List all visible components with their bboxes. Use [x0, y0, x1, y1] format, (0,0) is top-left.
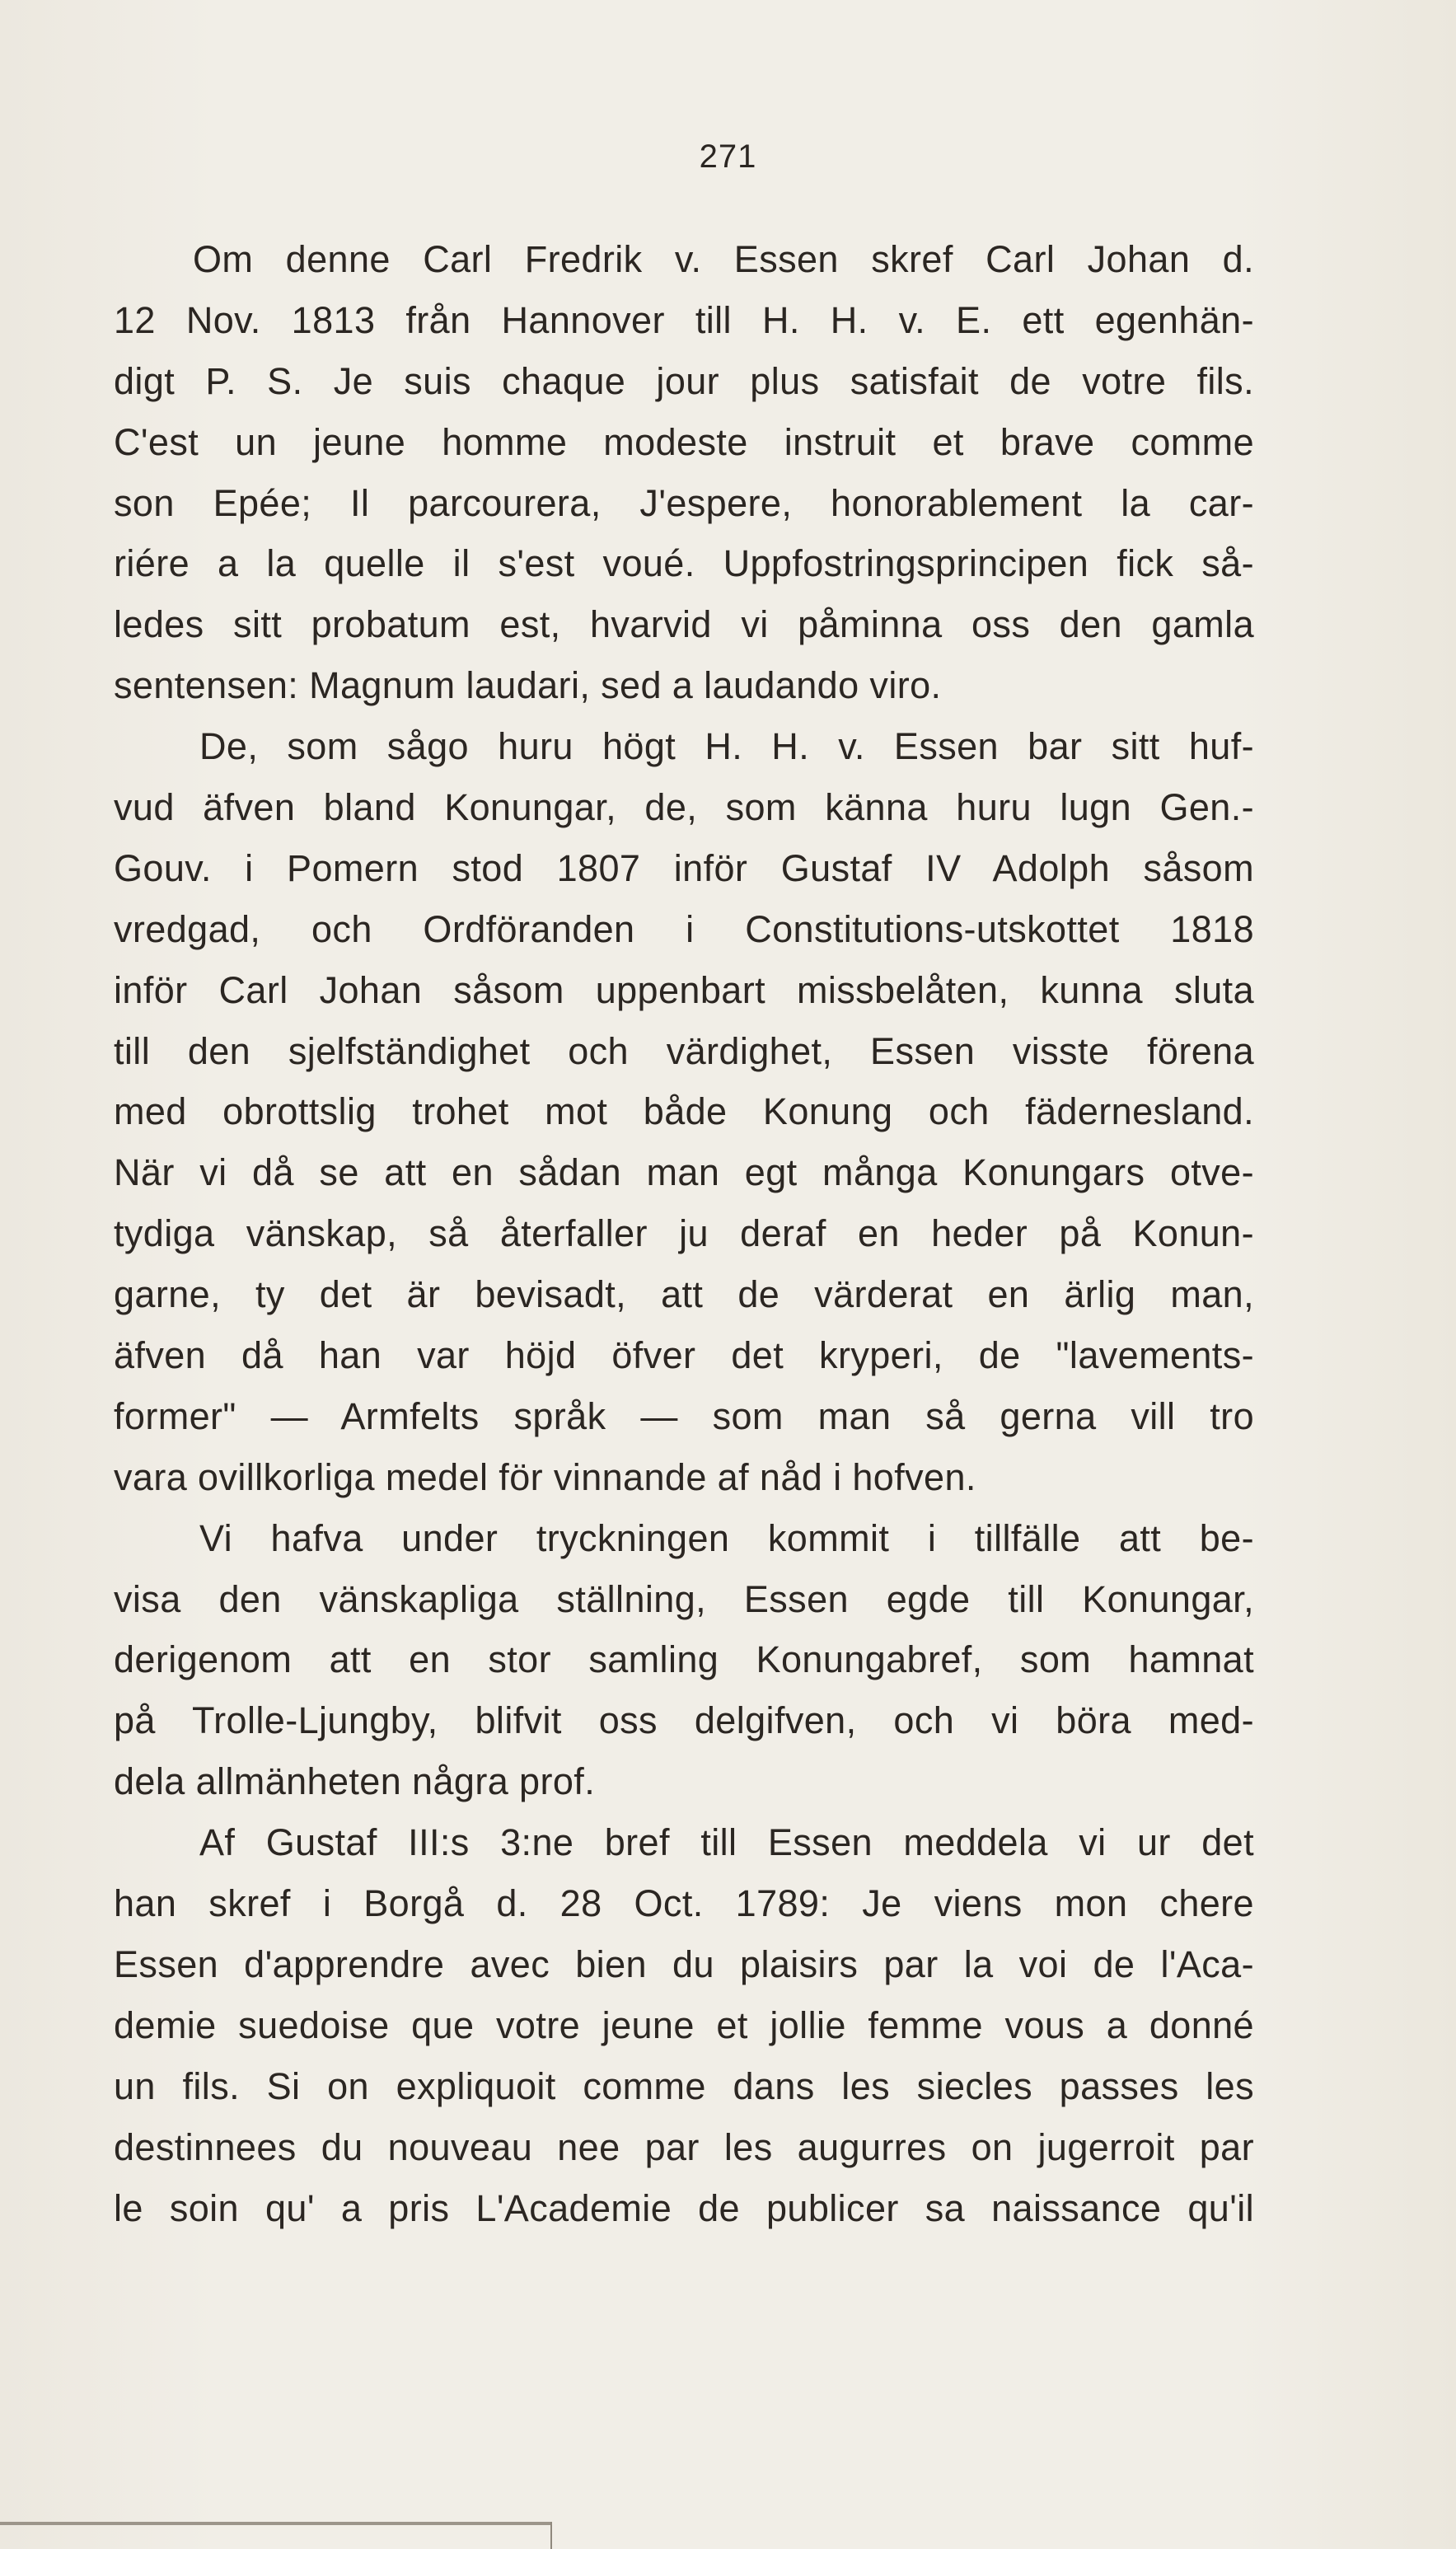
text-line: De, som sågo huru högt H. H. v. Essen bar sitt huf-: [199, 725, 1254, 768]
bottom-rule-end: [550, 2522, 552, 2549]
text-line: visa den vänskapliga ställning, Essen egde till Konungar,: [114, 1577, 1254, 1620]
text-line: derigenom att en stor samling Konungabref, som hamnat: [114, 1638, 1254, 1681]
text-line: ledes sitt probatum est, hvarvid vi påminna oss den gamla: [114, 603, 1254, 646]
text-line: un fils. Si on expliquoit comme dans les siecles passes les: [114, 2064, 1254, 2107]
text-line: le soin qu' a pris L'Academie de publicer sa naissance qu'il: [114, 2186, 1254, 2229]
text-line: riére a la quelle il s'est voué. Uppfostringsprincipen fick så-: [114, 542, 1254, 585]
text-line: vredgad, och Ordföranden i Constitutions-utskottet 1818: [114, 907, 1254, 950]
text-line: sentensen: Magnum laudari, sed a laudando viro.: [114, 664, 942, 707]
text-line: äfven då han var höjd öfver det kryperi, de "lavements-: [114, 1334, 1254, 1377]
text-line: garne, ty det är bevisadt, att de värderat en ärlig man,: [114, 1273, 1254, 1316]
text-line: vara ovillkorliga medel för vinnande af nåd i hofven.: [114, 1455, 976, 1498]
body-text: [114, 229, 1254, 2238]
text-line: han skref i Borgå d. 28 Oct. 1789: Je viens mon chere: [114, 1882, 1254, 1925]
text-line: Af Gustaf III:s 3:ne bref till Essen meddela vi ur det: [199, 1821, 1254, 1864]
text-line: son Epée; Il parcourera, J'espere, honorablement la car-: [114, 481, 1254, 524]
text-line: vud äfven bland Konungar, de, som känna huru lugn Gen.-: [114, 786, 1254, 829]
text-line: demie suedoise que votre jeune et jollie femme vous a donné: [114, 2003, 1254, 2046]
text-line: med obrottslig trohet mot både Konung och fäderneslаnd.: [114, 1090, 1254, 1133]
page-number: 271: [699, 138, 757, 175]
text-line: inför Carl Johan såsom uppenbart missbelåten, kunna sluta: [114, 968, 1254, 1011]
text-line: Gouv. i Pomern stod 1807 inför Gustaf IV Adolph såsom: [114, 846, 1254, 889]
text-line: Essen d'apprendre avec bien du plaisirs par la voi de l'Aca-: [114, 1942, 1254, 1985]
text-line: Om denne Carl Fredrik v. Essen skref Carl Johan d.: [193, 238, 1254, 280]
text-line: Vi hafva under tryckningen kommit i tillfälle att be-: [199, 1516, 1254, 1559]
text-line: 12 Nov. 1813 från Hannover till H. H. v. E. ett egenhän-: [114, 298, 1254, 341]
text-line: former" — Armfelts språk — som man så gerna vill tro: [114, 1394, 1254, 1437]
text-line: tydiga vänskap, så återfaller ju deraf en heder på Konun-: [114, 1212, 1254, 1255]
text-line: till den sjelfständighet och värdighet, Essen visste förena: [114, 1029, 1254, 1072]
text-line: på Trolle-Ljungby, blifvit oss delgifven, och vi böra med-: [114, 1699, 1254, 1742]
text-line: dela allmänheten några prof.: [114, 1760, 596, 1803]
text-line: När vi då se att en sådan man egt många Konungars otve-: [114, 1151, 1254, 1194]
text-line: destinnees du nouveau nee par les augurres on jugerroit par: [114, 2125, 1254, 2168]
text-line: C'est un jeune homme modeste instruit et brave comme: [114, 420, 1254, 463]
bottom-rule: [0, 2522, 552, 2525]
text-line: digt P. S. Je suis chaque jour plus satisfait de votre fils.: [114, 359, 1254, 402]
